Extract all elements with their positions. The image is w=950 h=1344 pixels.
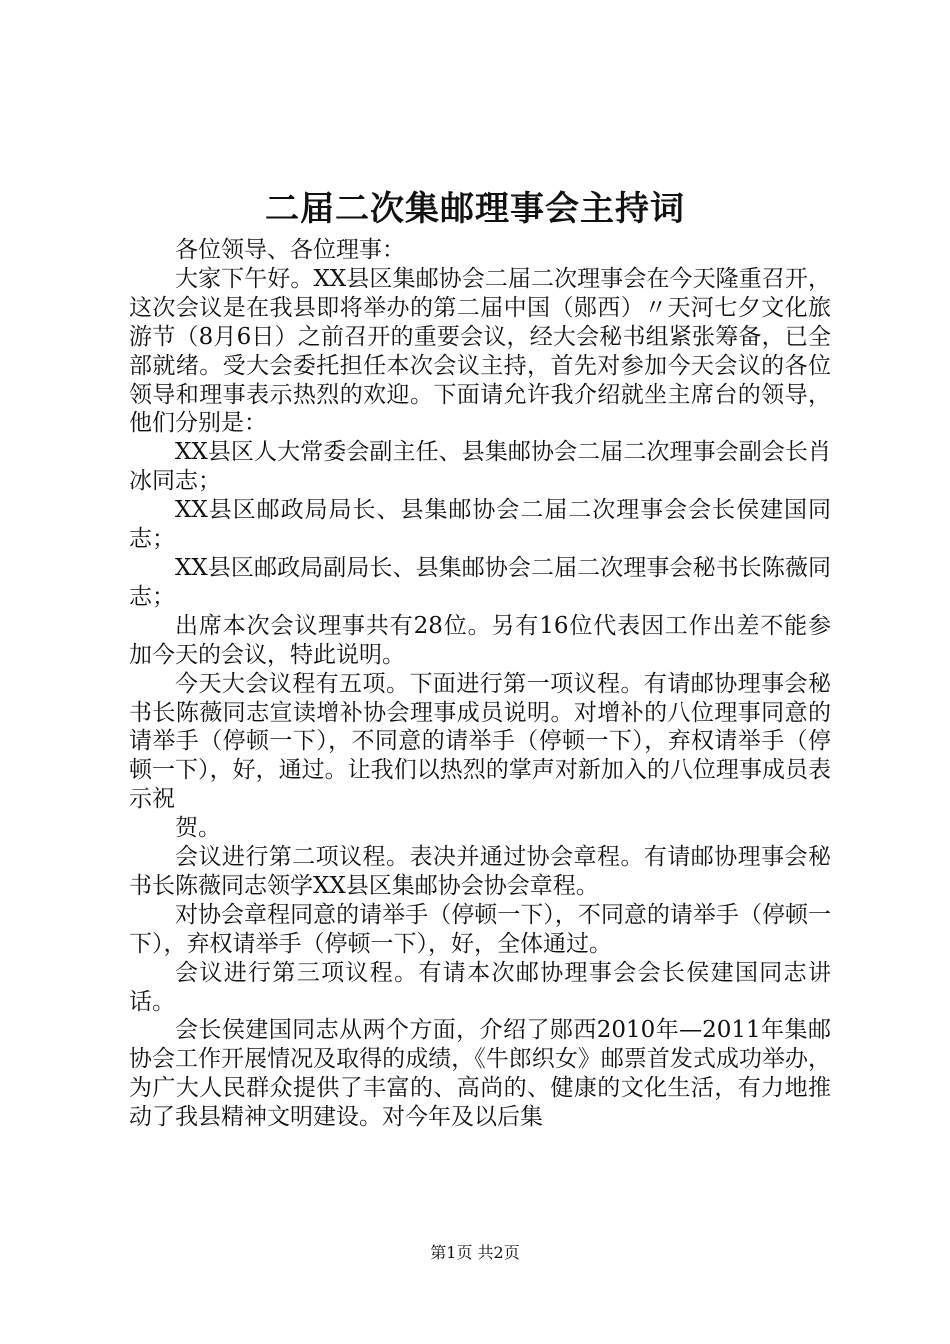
paragraph-agenda-1-end: 贺。 <box>175 815 221 842</box>
paragraph-leader-3: XX县区邮政局副局长、县集邮协会二届二次理事会秘书长陈薇同志； <box>129 554 831 610</box>
paragraph-speech-summary: 会长侯建国同志从两个方面，介绍了郧西2010年—2011年集邮协会工作开展情况及取得的成绩，《牛郎织女》邮票首发式成功举办，为广大人民群众提供了丰富的、高尚的、健康的文化生活，有力地推动了我县精神文明建设。对今年及以后集 <box>129 1017 831 1131</box>
paragraph-agenda-3: 会议进行第三项议程。有请本次邮协理事会会长侯建国同志讲话。 <box>129 959 831 1015</box>
paragraph-leader-2: XX县区邮政局局长、县集邮协会二届二次理事会会长侯建国同志； <box>129 497 831 553</box>
document-body <box>129 236 831 1132</box>
paragraph-agenda-2: 会议进行第二项议程。表决并通过协会章程。有请邮协理事会秘书长陈薇同志领学XX县区集邮协会协会章程。 <box>129 844 831 899</box>
paragraph-agenda-2-vote: 对协会章程同意的请举手（停顿一下），不同意的请举手（停顿一下），弃权请举手（停顿一下），好，全体通过。 <box>129 901 831 957</box>
document-title: 二届二次集邮理事会主持词 <box>265 189 685 229</box>
paragraph-greeting: 各位领导、各位理事： <box>175 237 405 263</box>
page-footer: 第1页 共2页 <box>430 1243 520 1262</box>
paragraph-opening: 大家下午好。XX县区集邮协会二届二次理事会在今天隆重召开，这次会议是在我县即将举办的第二届中国（郧西）〃天河七夕文化旅游节（8月6日）之前召开的重要会议，经大会秘书组紧张筹备，已全部就绪。受大会委托担任本次会议主持，首先对参加今天会议的各位领导和理事表示热烈的欢迎。下面请允许我介绍就坐主席台的领导，他们分别是： <box>129 265 831 437</box>
paragraph-attendance: 出席本次会议理事共有28位。另有16位代表因工作出差不能参加今天的会议，特此说明。 <box>129 612 831 668</box>
paragraph-leader-1: XX县区人大常委会副主任、县集邮协会二届二次理事会副会长肖冰同志； <box>129 439 831 495</box>
paragraph-agenda-1: 今天大会议程有五项。下面进行第一项议程。有请邮协理事会秘书长陈薇同志宣读增补协会理事成员说明。对增补的八位理事同意的请举手（停顿一下），不同意的请举手（停顿一下），弃权请举手（停顿一下），好，通过。让我们以热烈的掌声对新加入的八位理事成员表示祝 <box>129 670 831 813</box>
